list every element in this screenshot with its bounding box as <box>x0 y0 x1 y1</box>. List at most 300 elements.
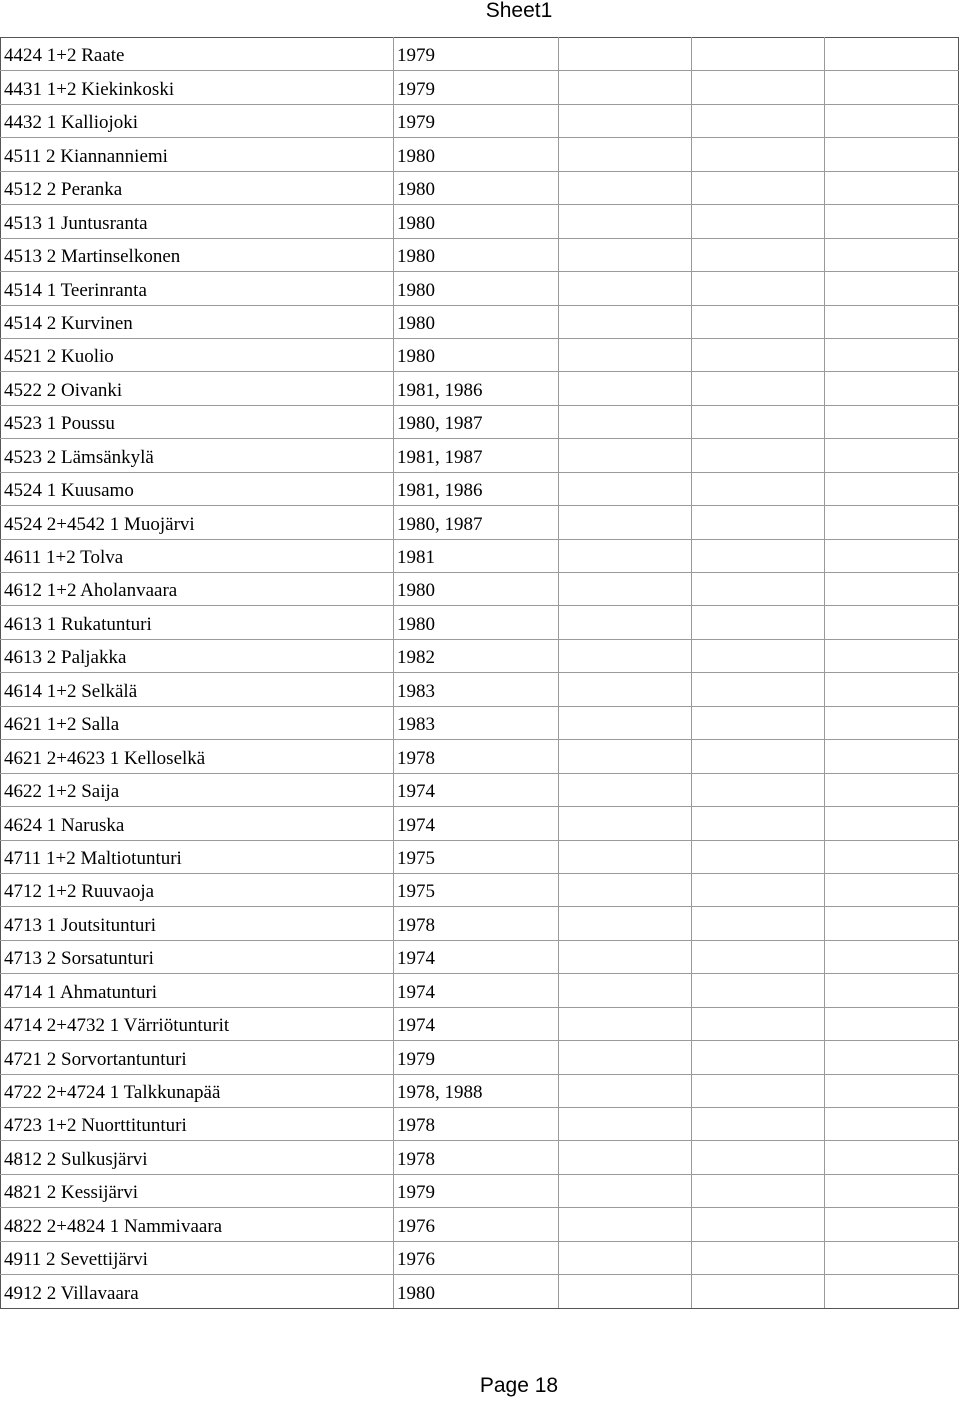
year-cell[interactable] <box>394 539 559 572</box>
empty-cell[interactable] <box>825 807 959 840</box>
table-row <box>1 1208 959 1241</box>
map-sheet-cell[interactable] <box>1 606 394 639</box>
map-sheet-cell[interactable] <box>1 673 394 706</box>
table-row <box>1 807 959 840</box>
map-sheet-name: 4812 2 Sulkusjärvi <box>4 1148 148 1170</box>
empty-cell[interactable] <box>825 272 959 305</box>
empty-cell[interactable] <box>825 940 959 973</box>
empty-cell[interactable] <box>692 1141 825 1174</box>
map-sheet-name: 4822 2+4824 1 Nammivaara <box>4 1215 223 1237</box>
table-row <box>1 539 959 572</box>
map-sheet-name: 4513 2 Martinselkonen <box>4 246 181 268</box>
empty-cell[interactable] <box>692 1074 825 1107</box>
year-cell[interactable] <box>394 873 559 906</box>
empty-cell[interactable] <box>559 807 692 840</box>
year-value: 1978 <box>397 914 435 936</box>
map-sheet-name: 4523 1 Poussu <box>4 413 115 435</box>
table-row <box>1 405 959 438</box>
map-sheet-cell[interactable] <box>1 740 394 773</box>
empty-cell[interactable] <box>692 1208 825 1241</box>
map-sheet-cell[interactable] <box>1 472 394 505</box>
empty-cell[interactable] <box>692 907 825 940</box>
map-sheet-cell[interactable] <box>1 71 394 104</box>
empty-cell[interactable] <box>825 1141 959 1174</box>
table-row <box>1 1174 959 1207</box>
empty-cell[interactable] <box>692 472 825 505</box>
map-sheet-name: 4522 2 Oivanki <box>4 379 123 401</box>
map-sheet-name: 4722 2+4724 1 Talkkunapää <box>4 1082 221 1103</box>
year-value: 1974 <box>397 814 435 836</box>
empty-cell[interactable] <box>692 1007 825 1040</box>
table-row <box>1 740 959 773</box>
empty-cell[interactable] <box>559 1041 692 1074</box>
empty-cell[interactable] <box>825 1174 959 1207</box>
empty-cell[interactable] <box>825 305 959 338</box>
empty-cell[interactable] <box>825 974 959 1007</box>
year-cell[interactable] <box>394 305 559 338</box>
table-row <box>1 138 959 171</box>
map-sheet-cell[interactable] <box>1 1275 394 1308</box>
empty-cell[interactable] <box>825 1074 959 1107</box>
empty-cell[interactable] <box>559 272 692 305</box>
year-cell[interactable] <box>394 1108 559 1141</box>
empty-cell[interactable] <box>825 38 959 71</box>
empty-cell[interactable] <box>692 439 825 472</box>
empty-cell[interactable] <box>692 1174 825 1207</box>
empty-cell[interactable] <box>825 372 959 405</box>
empty-cell[interactable] <box>559 38 692 71</box>
year-value: 1978 <box>397 1148 435 1170</box>
map-sheet-cell[interactable] <box>1 539 394 572</box>
empty-cell[interactable] <box>559 1174 692 1207</box>
empty-cell[interactable] <box>559 740 692 773</box>
year-value: 1974 <box>397 948 435 970</box>
year-cell[interactable] <box>394 1007 559 1040</box>
map-sheet-cell[interactable] <box>1 405 394 438</box>
empty-cell[interactable] <box>692 807 825 840</box>
year-value: 1982 <box>397 647 435 669</box>
empty-cell[interactable] <box>559 138 692 171</box>
year-cell[interactable] <box>394 338 559 371</box>
empty-cell[interactable] <box>559 338 692 371</box>
map-sheet-cell[interactable] <box>1 1041 394 1074</box>
year-value: 1980, 1987 <box>397 513 483 535</box>
empty-cell[interactable] <box>559 1275 692 1308</box>
map-sheet-name: 4621 1+2 Salla <box>4 714 120 736</box>
map-sheet-name: 4821 2 Kessijärvi <box>4 1182 139 1204</box>
empty-cell[interactable] <box>692 138 825 171</box>
year-value: 1983 <box>397 680 435 702</box>
year-cell[interactable] <box>394 372 559 405</box>
map-sheet-cell[interactable] <box>1 272 394 305</box>
table-row <box>1 38 959 71</box>
table-row <box>1 907 959 940</box>
year-value: 1980 <box>397 346 435 368</box>
year-value: 1975 <box>397 847 435 869</box>
map-sheet-cell[interactable] <box>1 338 394 371</box>
empty-cell[interactable] <box>825 606 959 639</box>
map-sheet-name: 4521 2 Kuolio <box>4 346 114 368</box>
table-row <box>1 439 959 472</box>
empty-cell[interactable] <box>692 372 825 405</box>
map-sheet-cell[interactable] <box>1 573 394 606</box>
table-row <box>1 1275 959 1308</box>
empty-cell[interactable] <box>692 205 825 238</box>
table-row <box>1 673 959 706</box>
empty-cell[interactable] <box>692 673 825 706</box>
year-cell[interactable] <box>394 1141 559 1174</box>
year-cell[interactable] <box>394 472 559 505</box>
map-sheet-name: 4911 2 Sevettijärvi <box>4 1249 148 1271</box>
year-value: 1980 <box>397 613 435 635</box>
year-value: 1978 <box>397 1115 435 1137</box>
year-cell[interactable] <box>394 673 559 706</box>
empty-cell[interactable] <box>559 1241 692 1274</box>
table-row <box>1 940 959 973</box>
map-sheet-name: 4524 1 Kuusamo <box>4 480 134 502</box>
map-sheet-name: 4622 1+2 Saija <box>4 781 120 803</box>
empty-cell[interactable] <box>559 171 692 204</box>
map-sheet-cell[interactable] <box>1 873 394 906</box>
map-sheet-cell[interactable] <box>1 171 394 204</box>
empty-cell[interactable] <box>559 405 692 438</box>
empty-cell[interactable] <box>559 1007 692 1040</box>
empty-cell[interactable] <box>559 472 692 505</box>
map-sheet-cell[interactable] <box>1 907 394 940</box>
map-sheet-cell[interactable] <box>1 1208 394 1241</box>
year-cell[interactable] <box>394 807 559 840</box>
year-cell[interactable] <box>394 740 559 773</box>
map-sheet-cell[interactable] <box>1 1141 394 1174</box>
year-value: 1974 <box>397 1015 435 1037</box>
table-row <box>1 1007 959 1040</box>
map-sheet-name: 4624 1 Naruska <box>4 814 125 836</box>
page-footer: Page 18 <box>479 1374 559 1397</box>
empty-cell[interactable] <box>825 706 959 739</box>
table-row <box>1 305 959 338</box>
map-sheet-name: 4612 1+2 Aholanvaara <box>4 580 178 602</box>
map-sheet-name: 4511 2 Kiannanniemi <box>4 145 168 167</box>
empty-cell[interactable] <box>692 706 825 739</box>
map-sheet-name: 4523 2 Lämsänkylä <box>4 446 154 468</box>
empty-cell[interactable] <box>825 773 959 806</box>
empty-cell[interactable] <box>559 1208 692 1241</box>
empty-cell[interactable] <box>559 238 692 271</box>
empty-cell[interactable] <box>825 873 959 906</box>
table-row <box>1 506 959 539</box>
empty-cell[interactable] <box>825 472 959 505</box>
map-sheet-cell[interactable] <box>1 1108 394 1141</box>
map-sheet-cell[interactable] <box>1 840 394 873</box>
empty-cell[interactable] <box>559 974 692 1007</box>
empty-cell[interactable] <box>692 639 825 672</box>
table-row <box>1 104 959 137</box>
table-row <box>1 372 959 405</box>
empty-cell[interactable] <box>825 639 959 672</box>
map-sheet-name: 4512 2 Peranka <box>4 179 123 201</box>
empty-cell[interactable] <box>692 405 825 438</box>
year-value: 1978 <box>397 747 435 769</box>
year-value: 1983 <box>397 714 435 736</box>
year-value: 1981, 1987 <box>397 446 483 468</box>
table-row <box>1 773 959 806</box>
map-sheet-cell[interactable] <box>1 807 394 840</box>
table-row <box>1 639 959 672</box>
map-sheet-name: 4432 1 Kalliojoki <box>4 112 139 134</box>
year-cell[interactable] <box>394 974 559 1007</box>
empty-cell[interactable] <box>559 606 692 639</box>
table-row <box>1 1074 959 1107</box>
year-value: 1978, 1988 <box>397 1082 483 1103</box>
empty-cell[interactable] <box>825 405 959 438</box>
empty-cell[interactable] <box>825 840 959 873</box>
empty-cell[interactable] <box>692 773 825 806</box>
empty-cell[interactable] <box>825 539 959 572</box>
year-value: 1980 <box>397 580 435 602</box>
map-sheet-cell[interactable] <box>1 639 394 672</box>
empty-cell[interactable] <box>559 539 692 572</box>
map-sheet-name: 4431 1+2 Kiekinkoski <box>4 78 175 100</box>
empty-cell[interactable] <box>825 238 959 271</box>
year-cell[interactable] <box>394 840 559 873</box>
year-cell[interactable] <box>394 38 559 71</box>
year-cell[interactable] <box>394 506 559 539</box>
map-sheet-cell[interactable] <box>1 38 394 71</box>
year-cell[interactable] <box>394 238 559 271</box>
empty-cell[interactable] <box>692 171 825 204</box>
year-value: 1979 <box>397 1182 435 1204</box>
empty-cell[interactable] <box>692 104 825 137</box>
year-value: 1981 <box>397 547 435 568</box>
year-value: 1980, 1987 <box>397 413 483 435</box>
year-value: 1980 <box>397 1282 435 1304</box>
year-cell[interactable] <box>394 1208 559 1241</box>
empty-cell[interactable] <box>692 606 825 639</box>
map-sheet-cell[interactable] <box>1 506 394 539</box>
map-sheet-name: 4912 2 Villavaara <box>4 1282 139 1304</box>
empty-cell[interactable] <box>825 1208 959 1241</box>
map-sheet-name: 4714 2+4732 1 Värriötunturit <box>4 1015 230 1037</box>
table-row <box>1 205 959 238</box>
empty-cell[interactable] <box>559 1108 692 1141</box>
empty-cell[interactable] <box>825 1041 959 1074</box>
empty-cell[interactable] <box>692 305 825 338</box>
table-row <box>1 1141 959 1174</box>
map-sheet-cell[interactable] <box>1 138 394 171</box>
year-value: 1976 <box>397 1249 435 1271</box>
map-sheet-cell[interactable] <box>1 1174 394 1207</box>
year-value: 1980 <box>397 312 435 334</box>
year-value: 1981, 1986 <box>397 480 483 502</box>
table-row <box>1 974 959 1007</box>
map-sheet-cell[interactable] <box>1 974 394 1007</box>
year-value: 1979 <box>397 78 435 100</box>
empty-cell[interactable] <box>559 840 692 873</box>
table-row <box>1 472 959 505</box>
map-sheet-name: 4424 1+2 Raate <box>4 45 125 67</box>
empty-cell[interactable] <box>692 1275 825 1308</box>
map-sheet-cell[interactable] <box>1 305 394 338</box>
map-sheet-name: 4712 1+2 Ruuvaoja <box>4 881 155 903</box>
map-sheet-name: 4621 2+4623 1 Kelloselkä <box>4 747 206 769</box>
empty-cell[interactable] <box>825 439 959 472</box>
year-value: 1980 <box>397 279 435 301</box>
map-sheet-name: 4524 2+4542 1 Muojärvi <box>4 513 195 535</box>
table-row <box>1 606 959 639</box>
year-value: 1980 <box>397 212 435 234</box>
table-body <box>1 38 959 1309</box>
year-cell[interactable] <box>394 104 559 137</box>
year-cell[interactable] <box>394 439 559 472</box>
table-row <box>1 272 959 305</box>
empty-cell[interactable] <box>559 706 692 739</box>
year-value: 1975 <box>397 881 435 903</box>
year-value: 1976 <box>397 1215 435 1237</box>
empty-cell[interactable] <box>559 940 692 973</box>
year-cell[interactable] <box>394 706 559 739</box>
empty-cell[interactable] <box>692 38 825 71</box>
map-sheet-cell[interactable] <box>1 1074 394 1107</box>
empty-cell[interactable] <box>692 974 825 1007</box>
map-sheet-name: 4514 2 Kurvinen <box>4 312 133 334</box>
table-row <box>1 171 959 204</box>
empty-cell[interactable] <box>559 773 692 806</box>
year-cell[interactable] <box>394 138 559 171</box>
empty-cell[interactable] <box>559 205 692 238</box>
map-sheet-name: 4721 2 Sorvortantunturi <box>4 1048 187 1070</box>
empty-cell[interactable] <box>692 238 825 271</box>
map-sheet-name: 4513 1 Juntusranta <box>4 212 148 234</box>
map-sheet-cell[interactable] <box>1 439 394 472</box>
map-sheet-name: 4713 1 Joutsitunturi <box>4 914 157 936</box>
data-table <box>0 37 959 1309</box>
empty-cell[interactable] <box>559 573 692 606</box>
year-cell[interactable] <box>394 71 559 104</box>
table-row <box>1 840 959 873</box>
empty-cell[interactable] <box>692 940 825 973</box>
year-cell[interactable] <box>394 639 559 672</box>
empty-cell[interactable] <box>692 740 825 773</box>
empty-cell[interactable] <box>559 506 692 539</box>
map-sheet-name: 4723 1+2 Nuorttitunturi <box>4 1115 187 1137</box>
empty-cell[interactable] <box>559 673 692 706</box>
year-cell[interactable] <box>394 205 559 238</box>
map-sheet-name: 4611 1+2 Tolva <box>4 547 124 568</box>
empty-cell[interactable] <box>692 840 825 873</box>
empty-cell[interactable] <box>825 673 959 706</box>
empty-cell[interactable] <box>559 305 692 338</box>
table-row <box>1 573 959 606</box>
empty-cell[interactable] <box>825 71 959 104</box>
year-cell[interactable] <box>394 405 559 438</box>
map-sheet-cell[interactable] <box>1 940 394 973</box>
year-value: 1979 <box>397 45 435 67</box>
year-cell[interactable] <box>394 940 559 973</box>
empty-cell[interactable] <box>825 573 959 606</box>
empty-cell[interactable] <box>559 104 692 137</box>
map-sheet-cell[interactable] <box>1 238 394 271</box>
table-row <box>1 873 959 906</box>
empty-cell[interactable] <box>825 506 959 539</box>
table-row <box>1 1108 959 1141</box>
empty-cell[interactable] <box>559 1074 692 1107</box>
year-value: 1974 <box>397 981 435 1003</box>
empty-cell[interactable] <box>559 873 692 906</box>
year-cell[interactable] <box>394 1275 559 1308</box>
year-cell[interactable] <box>394 171 559 204</box>
empty-cell[interactable] <box>559 439 692 472</box>
sheet-title: Sheet1 <box>485 0 553 22</box>
year-cell[interactable] <box>394 773 559 806</box>
empty-cell[interactable] <box>559 372 692 405</box>
map-sheet-name: 4713 2 Sorsatunturi <box>4 948 154 970</box>
year-cell[interactable] <box>394 1174 559 1207</box>
empty-cell[interactable] <box>825 1275 959 1308</box>
map-sheet-cell[interactable] <box>1 773 394 806</box>
empty-cell[interactable] <box>692 506 825 539</box>
year-cell[interactable] <box>394 907 559 940</box>
year-value: 1979 <box>397 1048 435 1070</box>
table-row <box>1 706 959 739</box>
empty-cell[interactable] <box>692 71 825 104</box>
year-cell[interactable] <box>394 272 559 305</box>
map-sheet-cell[interactable] <box>1 706 394 739</box>
empty-cell[interactable] <box>825 1007 959 1040</box>
year-cell[interactable] <box>394 606 559 639</box>
year-value: 1980 <box>397 145 435 167</box>
table-row <box>1 338 959 371</box>
map-sheet-cell[interactable] <box>1 372 394 405</box>
table-row <box>1 238 959 271</box>
year-cell[interactable] <box>394 573 559 606</box>
empty-cell[interactable] <box>692 1041 825 1074</box>
empty-cell[interactable] <box>825 171 959 204</box>
empty-cell[interactable] <box>825 205 959 238</box>
empty-cell[interactable] <box>825 104 959 137</box>
empty-cell[interactable] <box>559 907 692 940</box>
table-row <box>1 71 959 104</box>
empty-cell[interactable] <box>692 1108 825 1141</box>
map-sheet-cell[interactable] <box>1 1007 394 1040</box>
map-sheet-cell[interactable] <box>1 205 394 238</box>
map-sheet-cell[interactable] <box>1 1241 394 1274</box>
year-value: 1980 <box>397 179 435 201</box>
empty-cell[interactable] <box>825 138 959 171</box>
year-cell[interactable] <box>394 1074 559 1107</box>
empty-cell[interactable] <box>825 740 959 773</box>
empty-cell[interactable] <box>692 539 825 572</box>
year-cell[interactable] <box>394 1241 559 1274</box>
empty-cell[interactable] <box>692 873 825 906</box>
year-cell[interactable] <box>394 1041 559 1074</box>
year-value: 1981, 1986 <box>397 379 483 401</box>
empty-cell[interactable] <box>559 71 692 104</box>
map-sheet-name: 4514 1 Teerinranta <box>4 279 147 301</box>
empty-cell[interactable] <box>692 573 825 606</box>
empty-cell[interactable] <box>825 907 959 940</box>
empty-cell[interactable] <box>692 1241 825 1274</box>
map-sheet-name: 4613 2 Paljakka <box>4 647 127 669</box>
empty-cell[interactable] <box>825 338 959 371</box>
empty-cell[interactable] <box>559 1141 692 1174</box>
empty-cell[interactable] <box>825 1241 959 1274</box>
empty-cell[interactable] <box>692 272 825 305</box>
empty-cell[interactable] <box>692 338 825 371</box>
map-sheet-name: 4614 1+2 Selkälä <box>4 680 138 702</box>
empty-cell[interactable] <box>825 1108 959 1141</box>
empty-cell[interactable] <box>559 639 692 672</box>
map-sheet-cell[interactable] <box>1 104 394 137</box>
